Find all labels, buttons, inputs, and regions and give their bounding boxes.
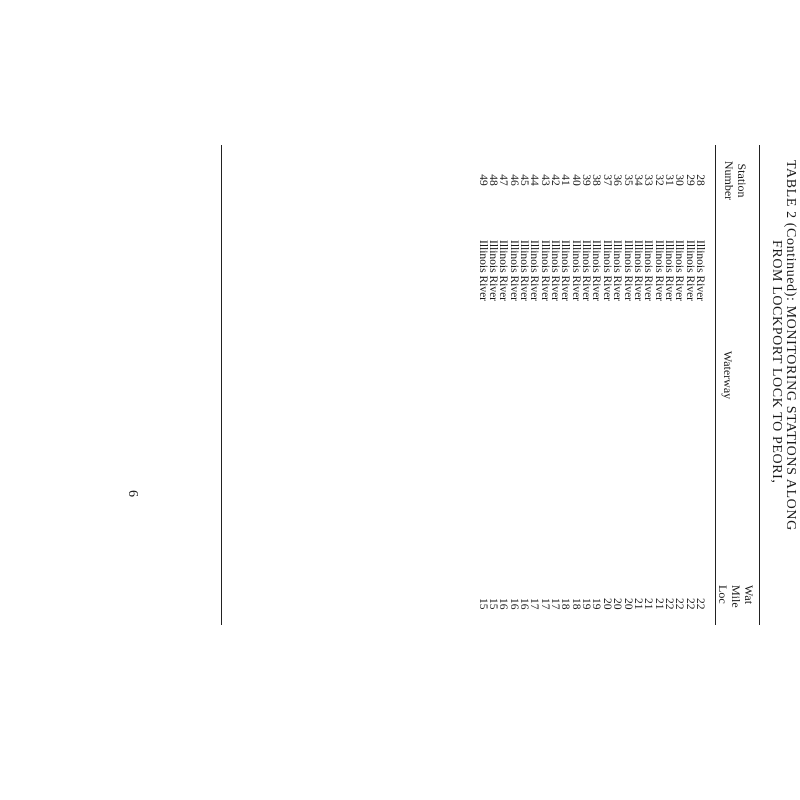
mile-location-cell: 17 <box>549 598 562 610</box>
station-number-cell: 32 <box>652 174 665 186</box>
column-header-mile-location <box>716 585 755 665</box>
mile-location-cell: 16 <box>518 598 531 610</box>
table-row <box>653 0 664 800</box>
table-row <box>591 0 602 800</box>
waterway-cell: Illinois River <box>476 240 489 302</box>
table-row <box>632 0 643 800</box>
table-row <box>694 0 705 800</box>
column-header-mile-line1: Wat <box>742 585 756 605</box>
mile-location-cell: 22 <box>683 598 696 610</box>
mile-location-cell: 17 <box>528 598 541 610</box>
station-number-cell: 38 <box>590 174 603 186</box>
waterway-cell: Illinois River <box>569 240 582 302</box>
mile-location-cell: 22 <box>662 598 675 610</box>
table-row <box>539 0 550 800</box>
column-header-mile-line2: Mile <box>729 585 743 608</box>
waterway-cell: Illinois River <box>559 240 572 302</box>
station-number-cell: 35 <box>621 174 634 186</box>
station-number-cell: 29 <box>683 174 696 186</box>
mile-location-cell: 18 <box>569 598 582 610</box>
station-number-cell: 33 <box>642 174 655 186</box>
waterway-cell: Illinois River <box>497 240 510 302</box>
table-title-line-2: FROM LOCKPORT LOCK TO PEORI, <box>769 240 784 484</box>
table-row <box>580 0 591 800</box>
station-number-cell: 43 <box>538 174 551 186</box>
waterway-cell: Illinois River <box>673 240 686 302</box>
table-row <box>559 0 570 800</box>
station-number-cell: 36 <box>611 174 624 186</box>
table-row <box>601 0 612 800</box>
station-number-cell: 45 <box>518 174 531 186</box>
station-number-cell: 44 <box>528 174 541 186</box>
column-header-mile-line3: Loc <box>716 585 730 604</box>
table-row <box>663 0 674 800</box>
mile-location-cell: 17 <box>538 598 551 610</box>
table-row <box>549 0 560 800</box>
waterway-cell: Illinois River <box>590 240 603 302</box>
mile-location-cell: 16 <box>497 598 510 610</box>
mile-location-cell: 21 <box>631 598 644 610</box>
table-row <box>528 0 539 800</box>
table-top-rule <box>759 145 760 625</box>
header-divider-rule <box>715 145 716 625</box>
waterway-cell: Illinois River <box>538 240 551 302</box>
mile-location-cell: 20 <box>621 598 634 610</box>
station-number-cell: 46 <box>507 174 520 186</box>
station-number-cell: 28 <box>694 174 706 186</box>
mile-location-cell: 21 <box>642 598 655 610</box>
waterway-cell: Illinois River <box>631 240 644 302</box>
mile-location-cell: 21 <box>652 598 665 610</box>
mile-location-cell: 15 <box>476 598 489 610</box>
waterway-cell: Illinois River <box>507 240 520 302</box>
mile-location-cell: 19 <box>580 598 593 610</box>
station-number-cell: 48 <box>487 174 499 186</box>
mile-location-cell: 16 <box>507 598 520 610</box>
waterway-cell: Illinois River <box>642 240 655 302</box>
waterway-cell: Illinois River <box>662 240 675 302</box>
table-row <box>518 0 529 800</box>
waterway-cell: Illinois River <box>487 240 499 302</box>
column-header-station-line1: Station <box>735 163 749 198</box>
table-bottom-rule <box>221 145 222 625</box>
column-header-waterway: Waterway <box>721 350 735 400</box>
station-number-cell: 47 <box>497 174 510 186</box>
table-row <box>622 0 633 800</box>
mile-location-cell: 22 <box>694 598 706 610</box>
waterway-cell: Illinois River <box>683 240 696 302</box>
mile-location-cell: 20 <box>611 598 624 610</box>
table-row <box>487 0 498 800</box>
table-row <box>508 0 519 800</box>
mile-location-cell: 18 <box>559 598 572 610</box>
station-number-cell: 39 <box>580 174 593 186</box>
waterway-cell: Illinois River <box>621 240 634 302</box>
waterway-cell: Illinois River <box>580 240 593 302</box>
mile-location-cell: 20 <box>600 598 613 610</box>
waterway-cell: Illinois River <box>518 240 531 302</box>
station-number-cell: 41 <box>559 174 572 186</box>
station-number-cell: 34 <box>631 174 644 186</box>
table-row <box>570 0 581 800</box>
waterway-cell: Illinois River <box>549 240 562 302</box>
station-number-cell: 49 <box>476 174 489 186</box>
waterway-cell: Illinois River <box>528 240 541 302</box>
table-row <box>477 0 488 800</box>
column-header-station-number <box>722 153 748 208</box>
station-number-cell: 40 <box>569 174 582 186</box>
station-number-cell: 31 <box>662 174 675 186</box>
mile-location-cell: 15 <box>487 598 499 610</box>
mile-location-cell: 22 <box>673 598 686 610</box>
table-row <box>673 0 684 800</box>
station-number-cell: 42 <box>549 174 562 186</box>
column-header-station-line2: Number <box>722 160 736 201</box>
waterway-cell: Illinois River <box>600 240 613 302</box>
station-number-cell: 30 <box>673 174 686 186</box>
table-row <box>684 0 695 800</box>
table-row <box>642 0 653 800</box>
waterway-cell: Illinois River <box>611 240 624 302</box>
table-row <box>611 0 622 800</box>
waterway-cell: Illinois River <box>694 240 706 302</box>
mile-location-cell: 19 <box>590 598 603 610</box>
table-row <box>497 0 508 800</box>
page-number: 6 <box>125 490 140 497</box>
table-title-line-1: TABLE 2 (Continued): MONITORING STATIONS ALONG <box>783 160 798 531</box>
waterway-cell: Illinois River <box>652 240 665 302</box>
station-number-cell: 37 <box>600 174 613 186</box>
